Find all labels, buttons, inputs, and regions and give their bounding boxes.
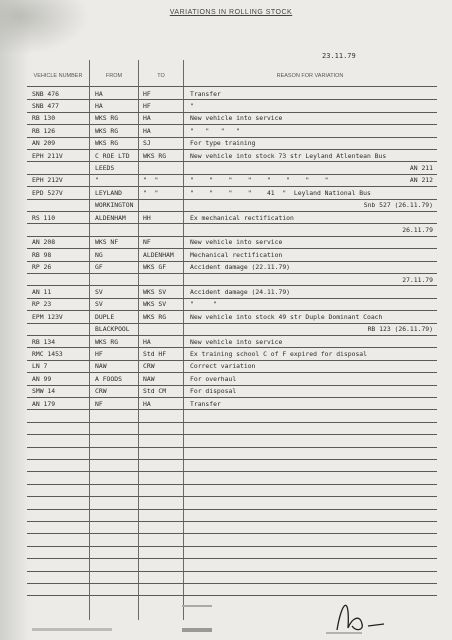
table-row <box>27 300 437 309</box>
row-rule <box>27 409 437 410</box>
row-rule <box>27 211 437 212</box>
to-cell: " " <box>143 188 159 197</box>
reason-right-cell: 26.11.79 <box>402 225 433 234</box>
row-rule <box>27 360 437 361</box>
vehicle-number-cell: SMW 14 <box>32 387 56 396</box>
faded-footer-mark <box>182 605 212 607</box>
document-title: VARIATIONS IN ROLLING STOCK <box>169 9 293 16</box>
from-cell: NG <box>95 250 103 259</box>
row-rule <box>27 248 437 249</box>
from-cell: HA <box>95 101 103 110</box>
empty-row-rule <box>27 484 437 485</box>
reason-cell: " " " " " " " " <box>190 176 329 185</box>
vehicle-number-cell: EPD 527V <box>32 188 63 197</box>
reason-right-cell: AN 211 <box>409 163 433 172</box>
table-row <box>27 399 437 408</box>
row-rule <box>27 199 437 200</box>
reason-cell: Accident damage (22.11.79) <box>190 263 291 272</box>
from-cell: BLACKPOOL <box>95 325 130 334</box>
reason-right-cell: RB 123 (26.11.79) <box>367 325 433 334</box>
row-rule <box>27 112 437 113</box>
empty-row-rule <box>27 521 437 522</box>
to-cell: HF <box>143 89 151 98</box>
row-rule <box>27 124 437 125</box>
empty-row-rule <box>27 558 437 559</box>
to-cell: HH <box>143 213 151 222</box>
from-cell: HF <box>95 349 103 358</box>
empty-row-rule <box>27 583 437 584</box>
vehicle-number-cell: EPH 211V <box>32 151 63 160</box>
signature-mark <box>322 590 412 635</box>
vehicle-number-cell: RB 126 <box>32 126 56 135</box>
empty-row-rule <box>27 533 437 534</box>
to-cell: SJ <box>143 139 151 148</box>
column-header-from: FROM <box>105 73 123 79</box>
table-row <box>27 101 437 110</box>
reason-cell: " " " " <box>190 126 241 135</box>
reason-right-cell: Snb 527 (26.11.79) <box>363 201 433 210</box>
to-cell: HF <box>143 101 151 110</box>
row-rule <box>27 273 437 274</box>
row-rule <box>27 149 437 150</box>
row-rule <box>27 285 437 286</box>
row-rule <box>27 397 437 398</box>
column-header-to: TO <box>157 73 165 79</box>
vehicle-number-cell: AN 209 <box>32 139 56 148</box>
table-row <box>27 89 437 98</box>
to-cell: HA <box>143 114 151 123</box>
empty-row-rule <box>27 571 437 572</box>
empty-row-rule <box>27 447 437 448</box>
from-cell: SV <box>95 300 103 309</box>
reason-cell: New vehicle into service <box>190 337 283 346</box>
to-cell: WKS SV <box>143 300 167 309</box>
from-cell: NAW <box>95 362 107 371</box>
row-rule <box>27 372 437 373</box>
vehicle-number-cell: EPH 212V <box>32 176 63 185</box>
faded-footer-text <box>32 628 112 631</box>
from-cell: WORKINGTON <box>95 201 134 210</box>
reason-cell: " " " " 41 " Leyland National Bus <box>190 188 371 197</box>
vehicle-number-cell: AN 99 <box>32 374 52 383</box>
from-cell: " <box>95 176 99 185</box>
reason-cell: " " <box>190 300 217 309</box>
row-rule <box>27 310 437 311</box>
empty-row-rule <box>27 459 437 460</box>
from-cell: C ROE LTD <box>95 151 130 160</box>
from-cell: GF <box>95 263 103 272</box>
reason-cell: For overhaul <box>190 374 237 383</box>
table-row <box>27 275 437 284</box>
vehicle-number-cell: RMC 1453 <box>32 349 63 358</box>
to-cell: WKS SV <box>143 287 167 296</box>
signature <box>322 590 412 639</box>
table-row <box>27 163 437 172</box>
reason-cell: Correct variation <box>190 362 256 371</box>
from-cell: LEYLAND <box>95 188 122 197</box>
row-rule <box>27 347 437 348</box>
vehicle-number-cell: EPM 123V <box>32 312 63 321</box>
row-rule <box>27 298 437 299</box>
empty-row-rule <box>27 509 437 510</box>
reason-right-cell: 27.11.79 <box>402 275 433 284</box>
reason-cell: For disposal <box>190 387 237 396</box>
empty-row-rule <box>27 546 437 547</box>
vehicle-number-cell: SNB 476 <box>32 89 59 98</box>
empty-row-rule <box>27 434 437 435</box>
from-cell: SV <box>95 287 103 296</box>
vehicle-number-cell: AN 208 <box>32 238 56 247</box>
table-row <box>27 225 437 234</box>
date-header: 23.11.79 <box>322 52 356 60</box>
to-cell: Std CM <box>143 387 167 396</box>
vehicle-number-cell: AN 11 <box>32 287 52 296</box>
from-cell: NF <box>95 399 103 408</box>
reason-cell: For type training <box>190 139 256 148</box>
empty-row-rule <box>27 471 437 472</box>
row-rule <box>27 261 437 262</box>
vehicle-number-cell: SNB 477 <box>32 101 59 110</box>
row-rule <box>27 99 437 100</box>
from-cell: WKS RG <box>95 139 119 148</box>
to-cell: HA <box>143 399 151 408</box>
reason-cell: New vehicle into stock 73 str Leyland Atlentean Bus <box>190 151 387 160</box>
faded-footer-stamp <box>182 628 212 632</box>
vehicle-number-cell: RB 130 <box>32 114 56 123</box>
document-sheet <box>22 0 440 640</box>
row-rule <box>27 323 437 324</box>
to-cell: ALDENHAM <box>143 250 174 259</box>
to-cell: HA <box>143 126 151 135</box>
row-rule <box>27 161 437 162</box>
row-rule <box>27 385 437 386</box>
reason-cell: Ex mechanical rectification <box>190 213 294 222</box>
to-cell: Std HF <box>143 349 167 358</box>
vehicle-number-cell: LN 7 <box>32 362 48 371</box>
from-cell: LEEDS <box>95 163 115 172</box>
from-cell: ALDENHAM <box>95 213 126 222</box>
row-rule <box>27 174 437 175</box>
from-cell: WKS NF <box>95 238 119 247</box>
to-cell: WKS GF <box>143 263 167 272</box>
to-cell: WKS RG <box>143 151 167 160</box>
from-cell: WKS RG <box>95 114 119 123</box>
row-rule <box>27 236 437 237</box>
from-cell: A FOODS <box>95 374 122 383</box>
column-header-reason: REASON FOR VARIATION <box>276 73 344 79</box>
vehicle-number-cell: RB 98 <box>32 250 52 259</box>
reason-cell: Transfer <box>190 399 221 408</box>
reason-cell: Transfer <box>190 89 221 98</box>
to-cell: NAW <box>143 374 155 383</box>
reason-cell: Ex training school C of F expired for disposal <box>190 349 367 358</box>
vehicle-number-cell: RS 110 <box>32 213 56 222</box>
from-cell: HA <box>95 89 103 98</box>
reason-cell: " <box>190 101 194 110</box>
to-cell: " " <box>143 176 159 185</box>
empty-row-rule <box>27 422 437 423</box>
reason-cell: New vehicle into service <box>190 238 283 247</box>
to-cell: CRW <box>143 362 155 371</box>
from-cell: DUPLE <box>95 312 115 321</box>
reason-cell: New vehicle into service <box>190 114 283 123</box>
reason-cell: New vehicle into stock 49 str Duple Dominant Coach <box>190 312 383 321</box>
reason-cell: Accident damage (24.11.79) <box>190 287 291 296</box>
to-cell: WKS RG <box>143 312 167 321</box>
empty-row-rule <box>27 496 437 497</box>
vehicle-number-cell: RP 26 <box>32 263 52 272</box>
row-rule <box>27 335 437 336</box>
vehicle-number-cell: RB 134 <box>32 337 56 346</box>
row-rule <box>27 137 437 138</box>
vehicle-number-cell: RP 23 <box>32 300 52 309</box>
reason-right-cell: AN 212 <box>409 176 433 185</box>
vehicle-number-cell: AN 179 <box>32 399 56 408</box>
reason-cell: Mechanical rectification <box>190 250 283 259</box>
from-cell: WKS RG <box>95 126 119 135</box>
to-cell: NF <box>143 238 151 247</box>
to-cell: HA <box>143 337 151 346</box>
from-cell: WKS RG <box>95 337 119 346</box>
from-cell: CRW <box>95 387 107 396</box>
row-rule <box>27 223 437 224</box>
header-rule <box>27 86 437 87</box>
row-rule <box>27 186 437 187</box>
column-header-vehicle-number: VEHICLE NUMBER <box>33 73 83 79</box>
